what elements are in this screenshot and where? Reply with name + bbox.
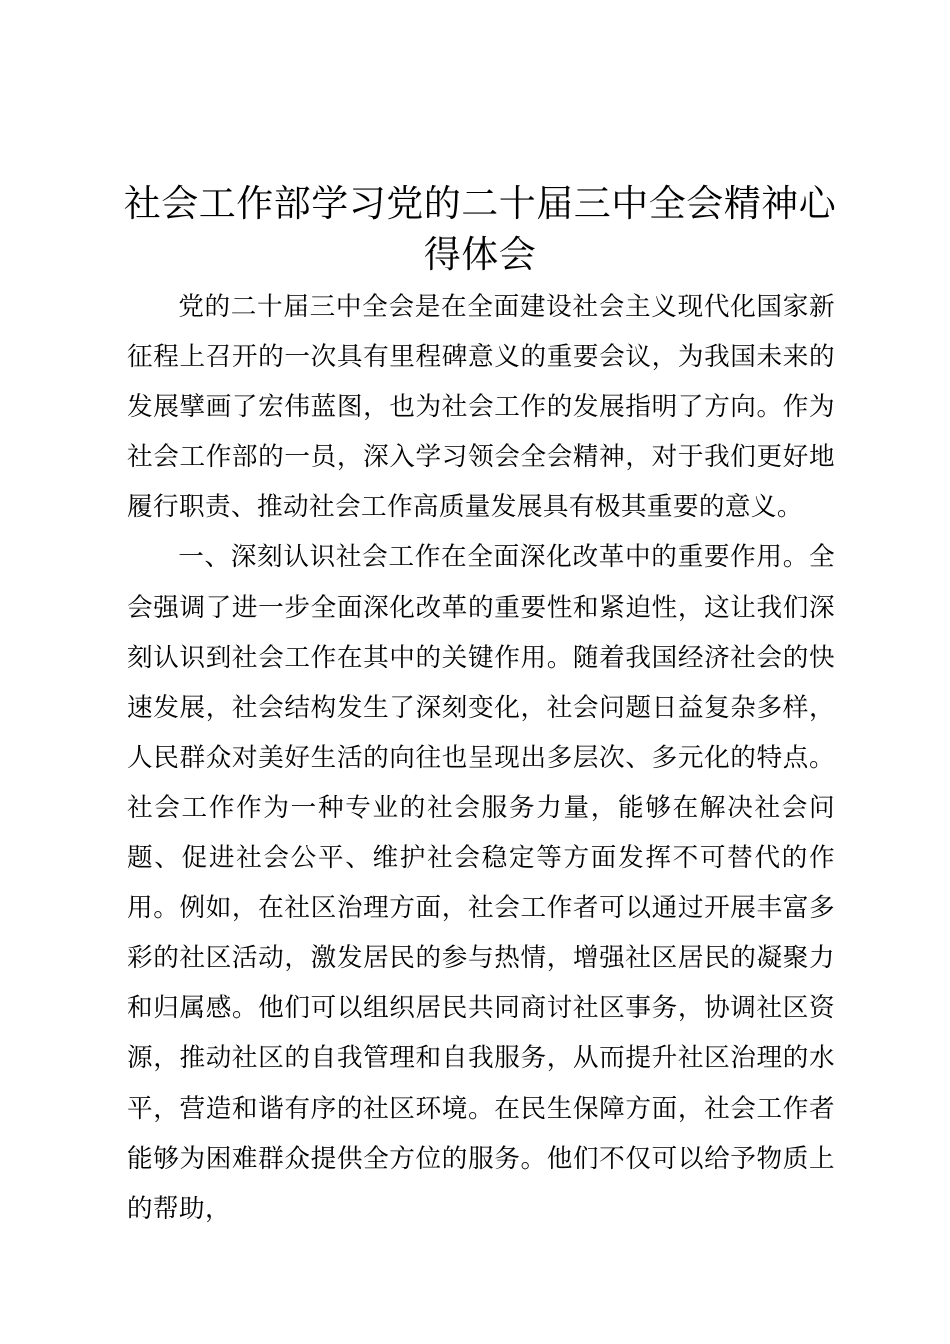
paragraph-section-one: 一、深刻认识社会工作在全面深化改革中的重要作用。全会强调了进一步全面深化改革的重要性和紧迫性，这让我们深刻认识到社会工作在其中的关键作用。随着我国经济社会的快速发展，社会结构发生了深刻变化，社会问题日益复杂多样，人民群众对美好生活的向往也呈现出多层次、多元化的特点。社会工作作为一种专业的社会服务力量，能够在解决社会问题、促进社会公平、维护社会稳定等方面发挥不可替代的作用。例如，在社区治理方面，社会工作者可以通过开展丰富多彩的社区活动，激发居民的参与热情，增强社区居民的凝聚力和归属感。他们可以组织居民共同商讨社区事务，协调社区资源，推动社区的自我管理和自我服务，从而提升社区治理的水平，营造和谐有序的社区环境。在民生保障方面，社会工作者能够为困难群众提供全方位的服务。他们不仅可以给予物质上的帮助， [127, 542, 835, 1224]
document-title: 社会工作部学习党的二十届三中全会精神心得体会 [123, 182, 837, 276]
paragraph-intro: 党的二十届三中全会是在全面建设社会主义现代化国家新征程上召开的一次具有里程碑意义的重要会议，为我国未来的发展擘画了宏伟蓝图，也为社会工作的发展指明了方向。作为社会工作部的一员，深入学习领会全会精神，对于我们更好地履行职责、推动社会工作高质量发展具有极其重要的意义。 [127, 292, 835, 523]
document-body [127, 282, 835, 1234]
